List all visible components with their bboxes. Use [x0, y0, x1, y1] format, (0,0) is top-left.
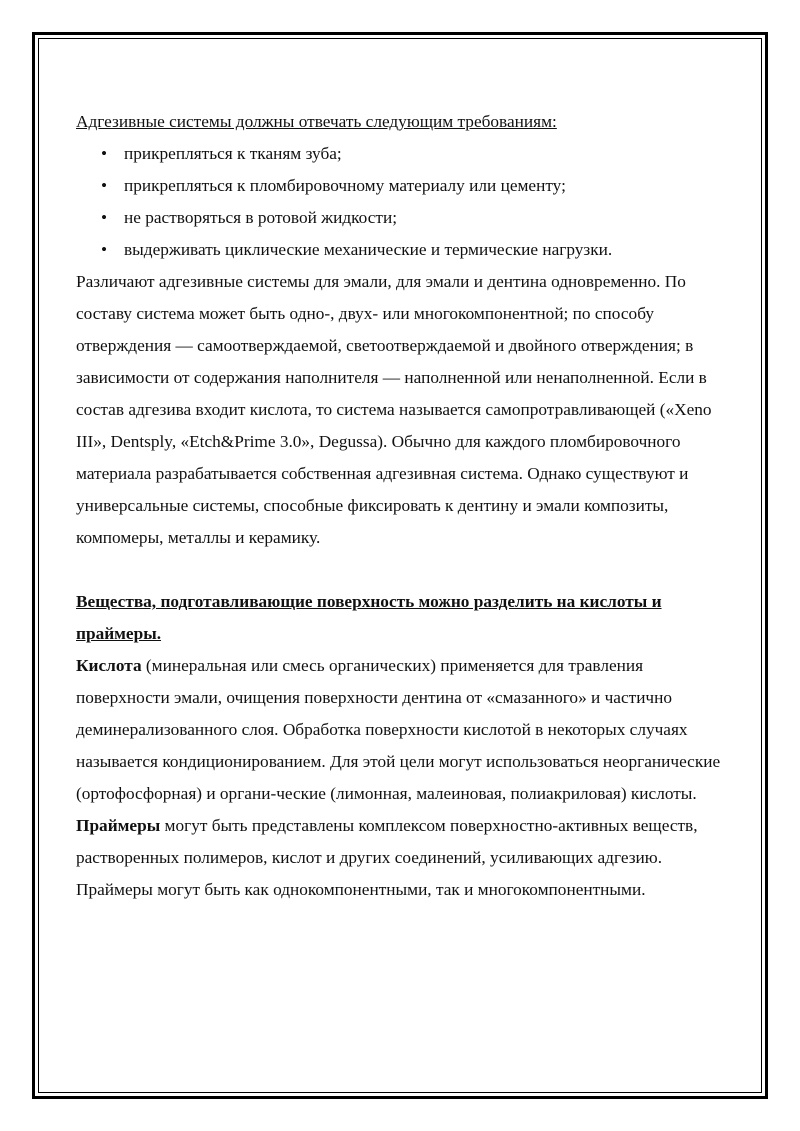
list-item-text: выдерживать циклические механические и термические нагрузки.	[124, 240, 613, 259]
list-item	[76, 138, 736, 170]
requirements-list	[76, 138, 736, 266]
bullet-icon: •	[101, 144, 108, 163]
list-item	[76, 202, 736, 234]
bullet-icon: •	[101, 208, 108, 227]
list-item-text: прикрепляться к тканям зуба;	[124, 144, 342, 163]
paragraph-spacer	[76, 554, 736, 586]
list-item-text: прикрепляться к пломбировочному материалу или цементу;	[124, 176, 566, 195]
list-item	[76, 170, 736, 202]
document-body	[76, 106, 736, 906]
bullet-icon: •	[101, 176, 108, 195]
classification-paragraph: Различают адгезивные системы для эмали, для эмали и дентина одновременно. По составу система может быть одно-, двух- или многокомпонентной; по способу отверждения — самоотверждаемой, светоотверждаемой и двойного отверждения; в зависимости от содержания наполнителя — наполненной или ненаполненной. Если в состав адгезива входит кислота, то система называется самопротравливающей («Xeno III», Dentsply, «Etch&Prime 3.0», Degussa). Обычно для каждого пломбировочного материала разрабатывается собственная адгезивная система. Однако существуют и универсальные системы, способные фиксировать к дентину и эмали композиты, компомеры, металлы и керамику.	[76, 272, 712, 547]
requirements-intro: Адгезивные системы должны отвечать следующим требованиям:	[76, 112, 557, 131]
list-item-text: не растворяться в ротовой жидкости;	[124, 208, 398, 227]
acid-text: (минеральная или смесь органических) применяется для травления поверхности эмали, очищения поверхности дентина от «смазанного» и частично деминерализованного слоя. Обработка поверхности кислотой в некоторых случаях называется кондиционированием. Для этой цели могут использоваться неорганические (ортофосфорная) и органи-ческие (лимонная, малеиновая, полиакриловая) кислоты.	[76, 656, 721, 803]
bullet-icon: •	[101, 240, 108, 259]
acid-term: Кислота	[76, 656, 142, 675]
acid-paragraph	[76, 650, 736, 810]
list-item	[76, 234, 736, 266]
section-heading: Вещества, подготавливающие поверхность можно разделить на кислоты и праймеры.	[76, 592, 662, 643]
primers-term: Праймеры	[76, 816, 161, 835]
primers-text: могут быть представлены комплексом поверхностно-активных веществ, растворенных полимеров, кислот и других соединений, усиливающих адгезию. Праймеры могут быть как однокомпонентными, так и многокомпонентными.	[76, 816, 698, 899]
primers-paragraph	[76, 810, 736, 906]
